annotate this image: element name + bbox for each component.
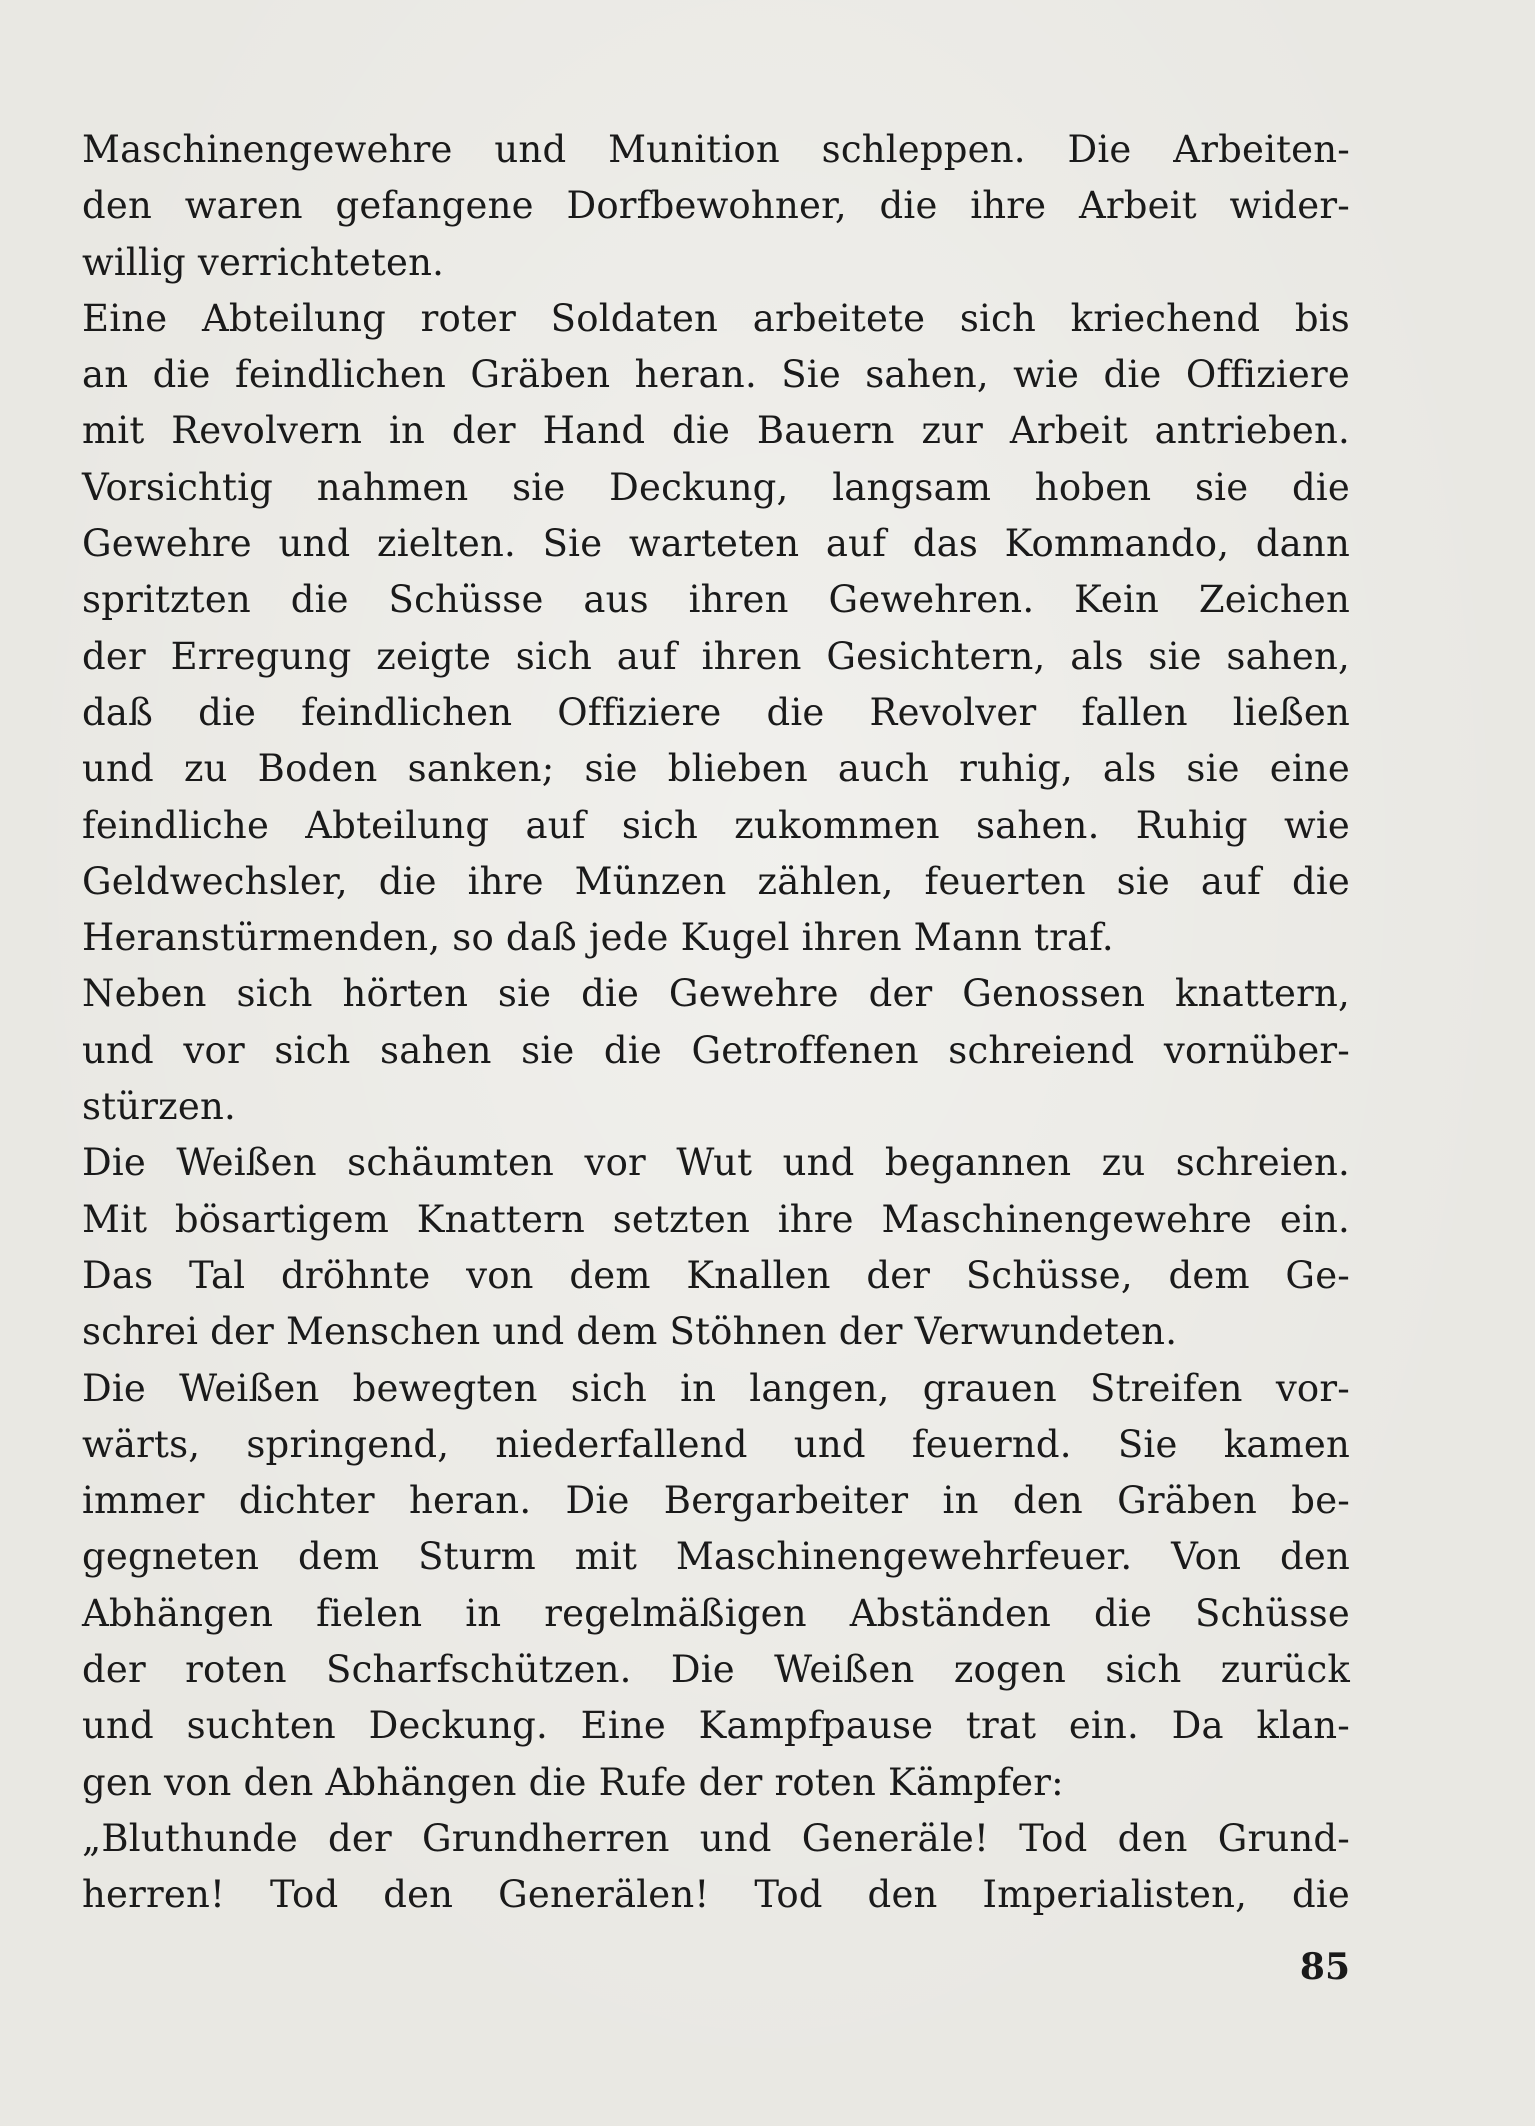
text-line: spritzten die Schüsse aus ihren Gewehren. Kein Zeichen <box>82 578 1350 622</box>
text-line: Mit bösartigem Knattern setzten ihre Maschinengewehre ein. <box>82 1197 1350 1241</box>
text-line: Die Weißen bewegten sich in langen, grauen Streifen vor- <box>82 1366 1350 1410</box>
text-line: Maschinengewehre und Munition schleppen. Die Arbeiten- <box>82 128 1350 171</box>
text-line: Vorsichtig nahmen sie Deckung, langsam hoben sie die <box>82 465 1350 509</box>
text-line: Gewehre und zielten. Sie warteten auf das Kommando, dann <box>82 522 1350 566</box>
text-line: herren! Tod den Generälen! Tod den Imperialisten, die <box>82 1873 1350 1917</box>
text-line: Geldwechsler, die ihre Münzen zählen, feuerten sie auf die <box>82 859 1350 903</box>
text-line: Abhängen fielen in regelmäßigen Abständen die Schüsse <box>82 1591 1350 1635</box>
text-line: immer dichter heran. Die Bergarbeiter in den Gräben be- <box>82 1479 1350 1523</box>
text-line: schrei der Menschen und dem Stöhnen der Verwundeten. <box>82 1310 1178 1354</box>
text-line: Die Weißen schäumten vor Wut und begannen zu schreien. <box>82 1141 1350 1185</box>
text-line: und suchten Deckung. Eine Kampfpause trat ein. Da klan- <box>82 1704 1350 1748</box>
text-line: „Bluthunde der Grundherren und Generäle! Tod den Grund- <box>82 1816 1350 1860</box>
text-line: stürzen. <box>82 1085 236 1129</box>
text-line: den waren gefangene Dorfbewohner, die ihre Arbeit wider- <box>82 184 1350 228</box>
text-line: gegneten dem Sturm mit Maschinengewehrfeuer. Von den <box>82 1535 1350 1579</box>
text-line: feindliche Abteilung auf sich zukommen sahen. Ruhig wie <box>82 803 1350 847</box>
text-line: gen von den Abhängen die Rufe der roten Kämpfer: <box>82 1760 1064 1804</box>
text-line: Das Tal dröhnte von dem Knallen der Schüsse, dem Ge- <box>82 1253 1350 1297</box>
text-line: an die feindlichen Gräben heran. Sie sahen, wie die Offiziere <box>82 353 1350 397</box>
text-line: willig verrichteten. <box>82 240 445 284</box>
text-line: der roten Scharfschützen. Die Weißen zogen sich zurück <box>82 1648 1350 1692</box>
text-line: und zu Boden sanken; sie blieben auch ruhig, als sie eine <box>82 747 1350 791</box>
text-line: der Erregung zeigte sich auf ihren Gesichtern, als sie sahen, <box>82 634 1350 678</box>
text-line: Neben sich hörten sie die Gewehre der Genossen knattern, <box>82 972 1350 1016</box>
body-text <box>82 122 1350 1924</box>
text-line: Heranstürmenden, so daß jede Kugel ihren Mann traf. <box>82 916 1114 960</box>
text-line: mit Revolvern in der Hand die Bauern zur Arbeit antrieben. <box>82 409 1350 453</box>
text-line: daß die feindlichen Offiziere die Revolver fallen ließen <box>82 690 1350 734</box>
text-line: Eine Abteilung roter Soldaten arbeitete sich kriechend bis <box>82 296 1350 340</box>
page-number: 85 <box>1299 1946 1350 1988</box>
text-line: und vor sich sahen sie die Getroffenen schreiend vornüber- <box>82 1028 1350 1072</box>
text-line: wärts, springend, niederfallend und feuernd. Sie kamen <box>82 1422 1350 1466</box>
